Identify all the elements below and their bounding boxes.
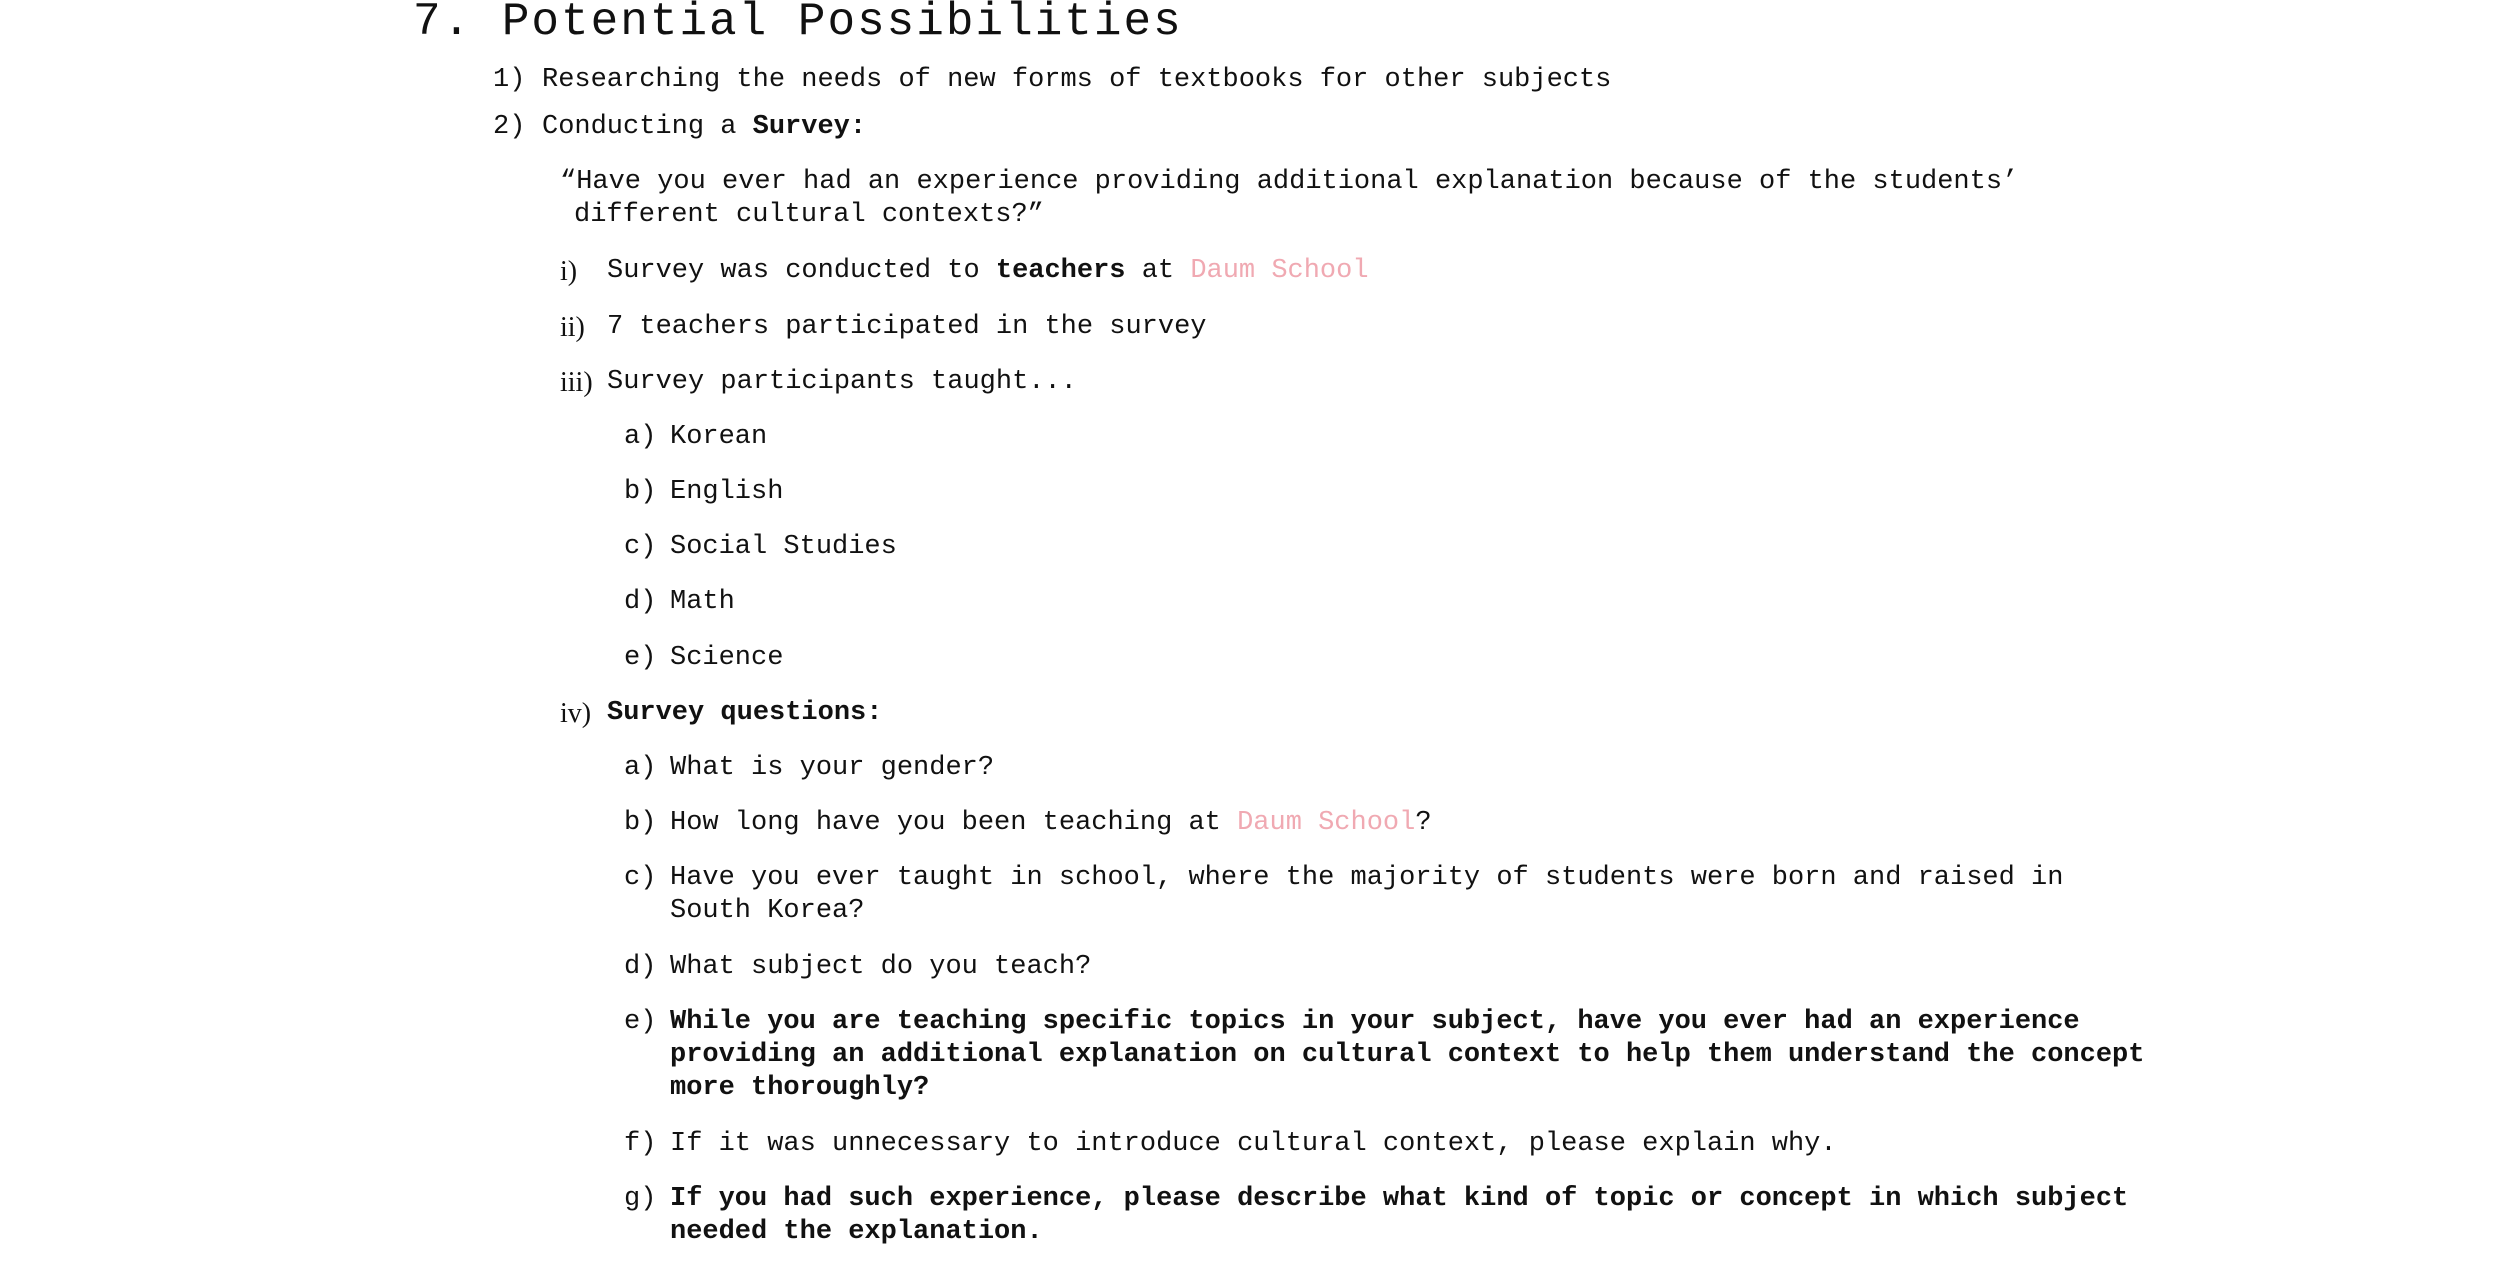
question-text-line-3: more thoroughly?: [670, 1073, 930, 1103]
subject-text: English: [670, 477, 784, 507]
list-marker: 2): [493, 112, 526, 142]
list-marker: c): [624, 532, 657, 562]
list-marker: b): [624, 808, 657, 838]
roman-marker: ii): [560, 312, 585, 343]
list-marker: e): [624, 643, 657, 673]
list-marker: a): [624, 422, 657, 452]
question-text: What subject do you teach?: [670, 952, 1092, 982]
subject-text: Science: [670, 643, 784, 673]
text-run: Conducting a: [542, 112, 753, 142]
question-text: [670, 807, 1432, 840]
subject-text: Social Studies: [670, 532, 897, 562]
subject-text: Math: [670, 587, 735, 617]
question-text-line-2: providing an additional explanation on cultural context to help them understand the concept: [670, 1040, 2145, 1070]
quote-line-1: “Have you ever had an experience providing additional explanation because of the students’: [560, 167, 2019, 197]
roman-item-text: [607, 255, 1369, 288]
text-run: at: [1125, 256, 1191, 286]
list-marker: f): [624, 1129, 657, 1159]
list-marker: d): [624, 587, 657, 617]
quote-line-2: different cultural contexts?”: [574, 200, 1044, 230]
text-run: ?: [1415, 808, 1432, 838]
survey-questions-label: Survey questions:: [607, 698, 883, 728]
school-name: Daum School: [1190, 256, 1369, 286]
teachers-label: teachers: [995, 256, 1126, 286]
roman-item-text: 7 teachers participated in the survey: [607, 312, 1207, 342]
question-text-line-2: needed the explanation.: [670, 1217, 1043, 1247]
list-marker: c): [624, 863, 657, 893]
roman-marker: iii): [560, 367, 593, 398]
list-item-text: Researching the needs of new forms of textbooks for other subjects: [542, 65, 1612, 95]
question-text: What is your gender?: [670, 753, 995, 783]
roman-item-text: Survey participants taught...: [607, 367, 1077, 397]
list-marker: d): [624, 952, 657, 982]
question-text: If it was unnecessary to introduce cultural context, please explain why.: [670, 1129, 1837, 1159]
list-marker: g): [624, 1184, 657, 1214]
question-text-line-1: Have you ever taught in school, where the majority of students were born and raised in: [670, 863, 2064, 893]
text-run: Survey was conducted to: [607, 256, 996, 286]
list-marker: 1): [493, 65, 526, 95]
list-marker: e): [624, 1007, 657, 1037]
section-heading: 7. Potential Possibilities: [413, 0, 1183, 48]
question-text-line-2: South Korea?: [670, 896, 865, 926]
list-marker: a): [624, 753, 657, 783]
list-marker: b): [624, 477, 657, 507]
survey-label: Survey:: [752, 112, 867, 142]
list-item-text: [542, 111, 866, 144]
school-name: Daum School: [1237, 808, 1416, 838]
survey-quote: [560, 166, 2018, 232]
roman-marker: iv): [560, 698, 592, 729]
subject-text: Korean: [670, 422, 768, 452]
question-text-line-1: While you are teaching specific topics in your subject, have you ever had an experience: [670, 1007, 2080, 1037]
roman-marker: i): [560, 256, 578, 287]
text-run: How long have you been teaching at: [670, 808, 1238, 838]
question-text-line-1: If you had such experience, please describe what kind of topic or concept in which subject: [670, 1184, 2129, 1214]
